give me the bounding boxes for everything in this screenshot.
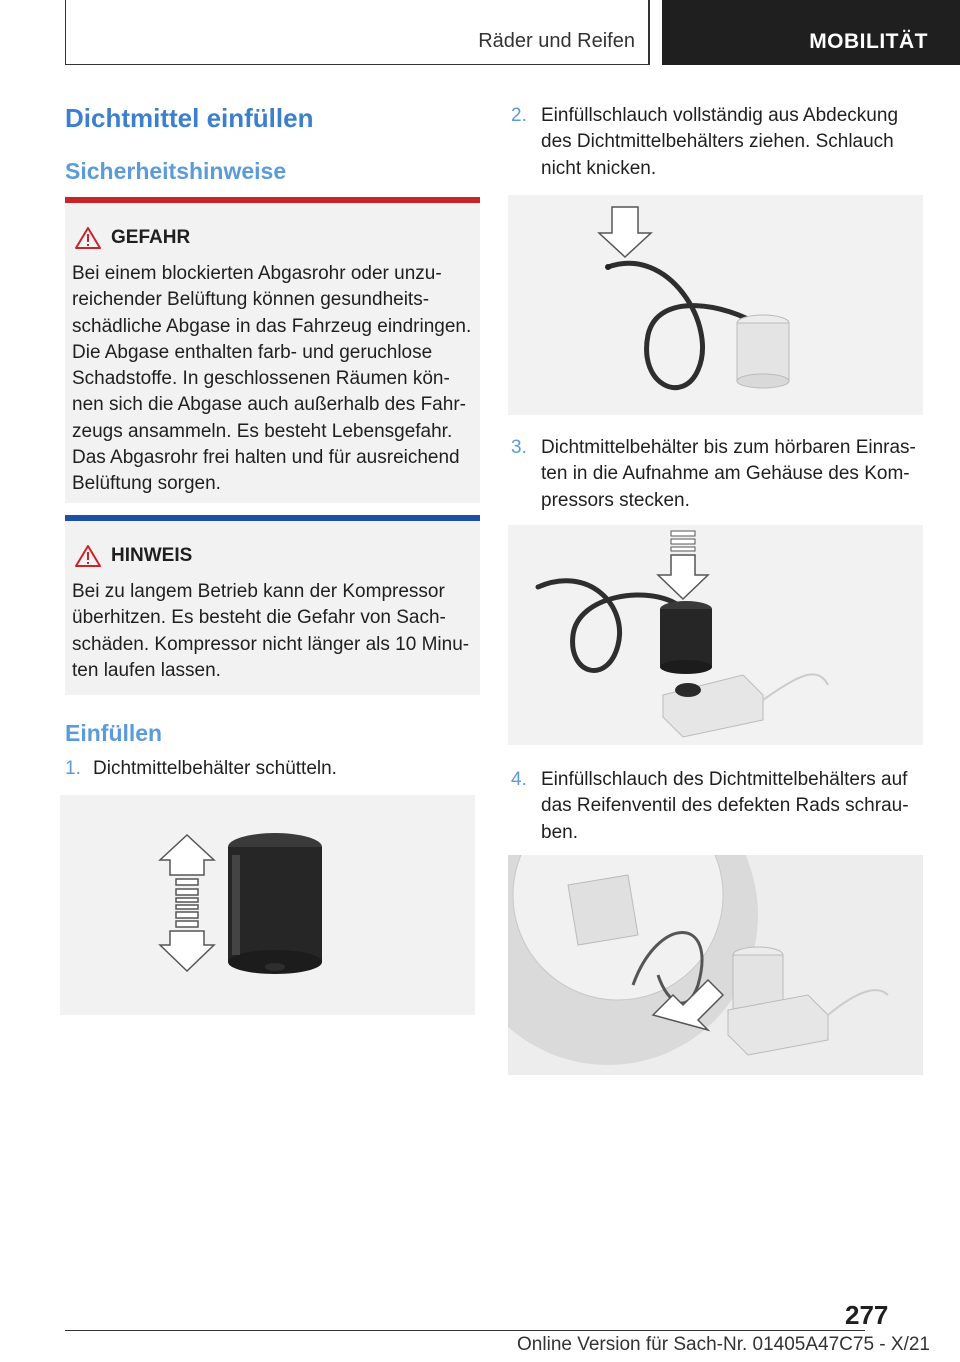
danger-label: GEFAHR	[111, 227, 191, 248]
footer-rule	[65, 1330, 865, 1331]
notice-text: Bei zu langem Betrieb kann der Kompressor überhitzen. Es besteht die Gefahr von Sach- schäden. Kompressor nicht länger als 10 Minu- ten laufen lassen.	[72, 581, 470, 681]
step-text: Einfüllschlauch des Dichtmittelbehälters auf das Reifenventil des defekten Rads schrau- ben.	[541, 769, 909, 843]
page-number: 277	[845, 1300, 889, 1330]
notice-label: HINWEIS	[111, 545, 193, 566]
header-chapter-tab: MOBILITÄT	[662, 0, 960, 65]
compressor-illustration	[508, 525, 923, 745]
step-number: 4.	[511, 769, 527, 790]
step-number: 1.	[65, 758, 81, 779]
notice-title	[75, 545, 192, 567]
figure-pull-hose	[508, 195, 923, 415]
figure-connect-valve	[508, 855, 923, 1075]
shake-illustration	[60, 795, 475, 1015]
header-section-title: Räder und Reifen	[478, 30, 635, 52]
warning-triangle-icon	[75, 227, 101, 249]
step-text: Dichtmittelbehälter bis zum hörbaren Einras- ten in die Aufnahme am Gehäuse des Kom- pressors stecken.	[541, 437, 916, 511]
danger-title	[75, 227, 190, 249]
figure-insert-container	[508, 525, 923, 745]
header-divider	[648, 0, 650, 65]
step-text: Dichtmittelbehälter schütteln.	[93, 758, 337, 779]
filling-heading: Einfüllen	[65, 720, 163, 746]
hose-illustration	[508, 195, 923, 415]
tire-illustration	[508, 855, 923, 1075]
danger-box	[65, 197, 480, 503]
safety-heading: Sicherheitshinweise	[65, 158, 287, 184]
page-title: Dichtmittel einfüllen	[65, 103, 314, 133]
danger-text: Bei einem blockierten Abgasrohr oder unzu- reichender Belüftung können gesundheits- schädliche Abgase in das Fahrzeug eindringen. Die Abgase enthalten farb- und geruchlose Schadstoffe. In geschlossenen Räumen kön- nen sich die Abgase auch außerhalb des Fahr- zeugs ansammeln. Es besteht Lebensgefahr. Das Abgasrohr frei halten und für ausreichend Belüftung sorgen.	[72, 263, 472, 495]
step-number: 2.	[511, 105, 527, 126]
figure-shake-container	[60, 795, 475, 1015]
warning-triangle-icon	[75, 545, 101, 567]
step-number: 3.	[511, 437, 527, 458]
footer-version-text: Online Version für Sach-Nr. 01405A47C75 - X/21	[517, 1334, 930, 1355]
header-left-rule	[65, 0, 66, 64]
notice-box	[65, 515, 480, 695]
step-text: Einfüllschlauch vollständig aus Abdeckung des Dichtmittelbehälters ziehen. Schlauch nicht knicken.	[541, 105, 899, 179]
header-bottom-rule	[65, 64, 650, 65]
